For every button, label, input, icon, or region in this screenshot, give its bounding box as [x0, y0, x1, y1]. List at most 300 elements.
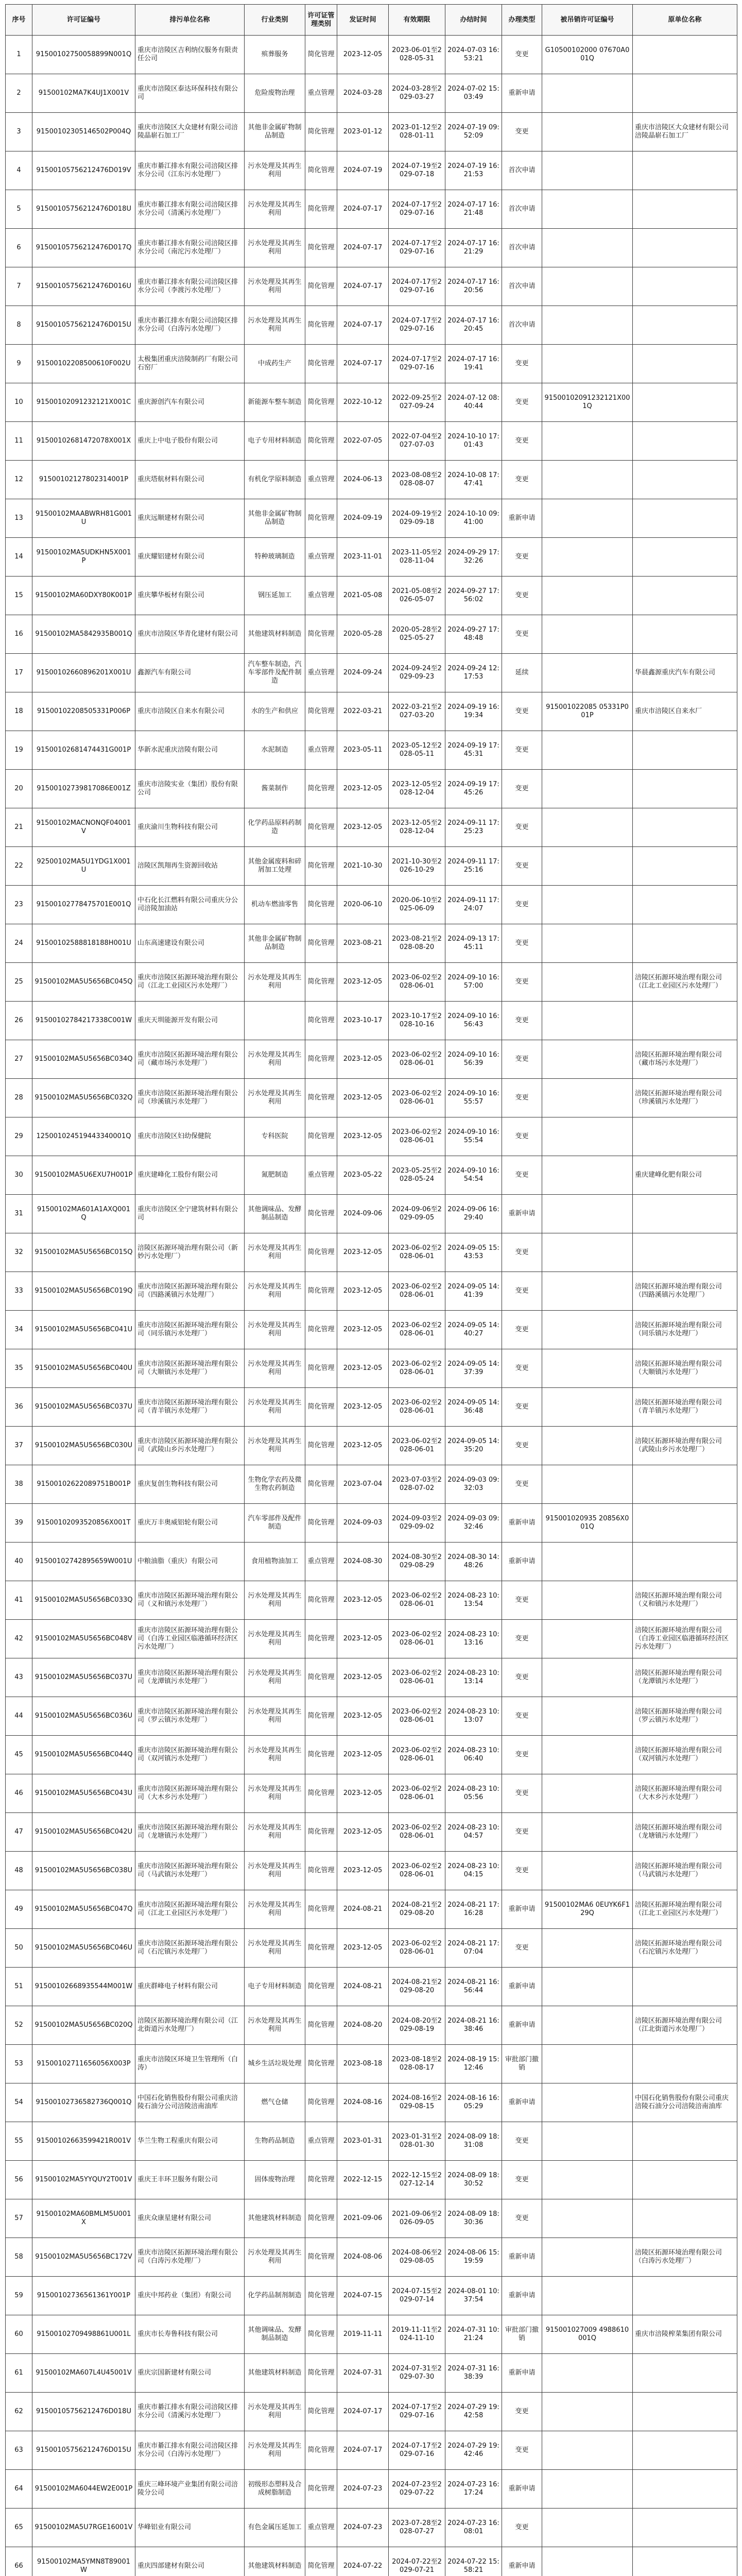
cell-management-category: 简化管理	[305, 267, 337, 306]
cell-completion-time: 2024-08-30 14:48:26	[445, 1543, 502, 1581]
cell-issue-date: 2024-07-17	[337, 2431, 389, 2470]
cell-management-category: 简化管理	[305, 113, 337, 151]
cell-validity: 2023-05-25至2028-05-24	[389, 1156, 445, 1195]
cell-validity: 2024-08-16至2029-08-15	[389, 2083, 445, 2122]
cell-completion-time: 2024-07-17 16:20:56	[445, 267, 502, 306]
cell-revoked-permit	[542, 1736, 633, 1774]
cell-permit-number: 91500102127802314001P	[32, 461, 135, 499]
cell-completion-time: 2024-07-23 16:17:24	[445, 2470, 502, 2509]
cell-permit-number: 91500102668935544M001W	[32, 1968, 135, 2006]
cell-index: 14	[6, 538, 32, 577]
cell-issue-date: 2023-11-01	[337, 538, 389, 577]
cell-management-category: 简化管理	[305, 151, 337, 190]
cell-permit-number: 91500105756212476D017Q	[32, 229, 135, 267]
cell-unit-name: 重庆市涪陵区拓源环境治理有限公司（马武镇污水处理厂）	[135, 1852, 245, 1890]
cell-former-name	[633, 2431, 737, 2470]
cell-management-category: 简化管理	[305, 1813, 337, 1852]
cell-unit-name: 重庆市綦江排水有限公司涪陵区排水分公司（清溪污水处理厂）	[135, 190, 245, 229]
cell-index: 10	[6, 383, 32, 422]
table-row	[6, 461, 737, 499]
cell-revoked-permit	[542, 1620, 633, 1658]
cell-industry: 污水处理及其再生利用	[245, 1658, 305, 1697]
cell-process-type: 变更	[502, 538, 542, 577]
cell-revoked-permit	[542, 345, 633, 383]
cell-completion-time: 2024-08-01 10:37:54	[445, 2277, 502, 2315]
cell-index: 47	[6, 1813, 32, 1852]
cell-index: 28	[6, 1079, 32, 1117]
cell-former-name	[633, 383, 737, 422]
cell-completion-time: 2024-08-23 10:04:57	[445, 1813, 502, 1852]
cell-unit-name: 重庆市涪陵区华青化建材有限公司	[135, 615, 245, 654]
cell-permit-number: 91500102MA5U5656BC019Q	[32, 1272, 135, 1311]
cell-management-category: 重点管理	[305, 538, 337, 577]
cell-permit-number: 91500102MA6044EW2E001P	[32, 2470, 135, 2509]
cell-issue-date: 2023-12-05	[337, 36, 389, 74]
cell-issue-date: 2021-10-30	[337, 847, 389, 886]
cell-management-category: 简化管理	[305, 1311, 337, 1349]
cell-permit-number: 91500102MA5U5656BC037U	[32, 1658, 135, 1697]
table-row	[6, 1736, 737, 1774]
cell-revoked-permit	[542, 577, 633, 615]
cell-issue-date: 2023-12-05	[337, 1697, 389, 1736]
table-row	[6, 2006, 737, 2045]
cell-former-name	[633, 267, 737, 306]
table-row	[6, 1813, 737, 1852]
cell-process-type: 重新申请	[502, 1543, 542, 1581]
cell-validity: 2021-10-30至2026-10-29	[389, 847, 445, 886]
cell-industry: 初级形态塑料及合成树脂制造	[245, 2470, 305, 2509]
cell-permit-number: 91500102784217338C001W	[32, 1002, 135, 1040]
cell-management-category: 简化管理	[305, 847, 337, 886]
cell-unit-name: 重庆市涪陵区拓源环境治理有限公司（罗云镇污水处理厂）	[135, 1697, 245, 1736]
cell-issue-date: 2023-12-05	[337, 1852, 389, 1890]
cell-process-type: 变更	[502, 1813, 542, 1852]
cell-management-category: 简化管理	[305, 306, 337, 345]
table-row	[6, 1311, 737, 1349]
table-row	[6, 1890, 737, 1929]
cell-permit-number: 91500102MA5U5656BC043U	[32, 1774, 135, 1813]
cell-revoked-permit	[542, 2161, 633, 2199]
cell-management-category: 简化管理	[305, 422, 337, 461]
cell-permit-number: 92500102MA5U1YDG1X001U	[32, 847, 135, 886]
cell-completion-time: 2024-08-23 10:06:40	[445, 1736, 502, 1774]
table-row	[6, 2431, 737, 2470]
cell-process-type: 变更	[502, 808, 542, 847]
table-row	[6, 2354, 737, 2393]
cell-process-type: 变更	[502, 36, 542, 74]
cell-process-type: 变更	[502, 1002, 542, 1040]
cell-unit-name: 重庆市綦江排水有限公司涪陵区排水分公司（李渡污水处理厂）	[135, 267, 245, 306]
cell-issue-date: 2024-07-23	[337, 2509, 389, 2547]
cell-issue-date: 2023-12-05	[337, 1813, 389, 1852]
cell-validity: 2023-10-17至2028-10-16	[389, 1002, 445, 1040]
cell-former-name: 涪陵区拓源环境治理有限公司（白涛工业园区临港循环经济区污水处理厂）	[633, 1620, 737, 1658]
cell-validity: 2024-09-24至2029-09-23	[389, 654, 445, 692]
cell-revoked-permit	[542, 1311, 633, 1349]
cell-revoked-permit	[542, 615, 633, 654]
cell-industry: 污水处理及其再生利用	[245, 151, 305, 190]
cell-index: 6	[6, 229, 32, 267]
cell-process-type: 重新申请	[502, 74, 542, 113]
table-row	[6, 1233, 737, 1272]
cell-unit-name: 重庆建峰化工股份有限公司	[135, 1156, 245, 1195]
cell-index: 9	[6, 345, 32, 383]
cell-validity: 2023-06-02至2028-06-01	[389, 1349, 445, 1388]
cell-validity: 2024-03-28至2029-03-27	[389, 74, 445, 113]
cell-industry: 污水处理及其再生利用	[245, 2006, 305, 2045]
cell-revoked-permit	[542, 1465, 633, 1504]
cell-former-name	[633, 2547, 737, 2576]
cell-former-name: 华晨鑫源重庆汽车有限公司	[633, 654, 737, 692]
cell-former-name	[633, 345, 737, 383]
cell-industry: 污水处理及其再生利用	[245, 1620, 305, 1658]
cell-process-type: 变更	[502, 1079, 542, 1117]
table-row	[6, 190, 737, 229]
cell-management-category: 简化管理	[305, 1736, 337, 1774]
cell-completion-time: 2024-09-24 12:17:53	[445, 654, 502, 692]
cell-industry: 污水处理及其再生利用	[245, 1233, 305, 1272]
header-cell-process-type: 办理类型	[502, 5, 542, 36]
cell-management-category: 简化管理	[305, 2161, 337, 2199]
cell-permit-number: 91500102622089751B001P	[32, 1465, 135, 1504]
cell-industry: 污水处理及其再生利用	[245, 1040, 305, 1079]
cell-completion-time: 2024-09-05 14:41:39	[445, 1272, 502, 1311]
cell-validity: 2020-05-28至2025-05-27	[389, 615, 445, 654]
cell-completion-time: 2024-09-10 16:55:57	[445, 1079, 502, 1117]
cell-unit-name: 重庆市涪陵区吉利纳仪服务有限责任公司	[135, 36, 245, 74]
table-row	[6, 1388, 737, 1427]
cell-process-type: 审批部门撤销	[502, 2045, 542, 2083]
cell-issue-date: 2024-09-24	[337, 654, 389, 692]
cell-issue-date: 2023-12-05	[337, 808, 389, 847]
permit-table	[5, 4, 737, 2576]
cell-unit-name: 重庆众康星建材有限公司	[135, 2199, 245, 2238]
cell-management-category: 简化管理	[305, 1890, 337, 1929]
table-row	[6, 1968, 737, 2006]
cell-management-category: 简化管理	[305, 1427, 337, 1465]
cell-revoked-permit	[542, 113, 633, 151]
table-row	[6, 1852, 737, 1890]
cell-index: 16	[6, 615, 32, 654]
cell-issue-date: 2023-12-05	[337, 1079, 389, 1117]
cell-permit-number: 91500102736561361Y001P	[32, 2277, 135, 2315]
cell-index: 29	[6, 1117, 32, 1156]
cell-unit-name: 重庆市涪陵区拓源环境治理有限公司（双河镇污水处理厂）	[135, 1736, 245, 1774]
cell-former-name	[633, 190, 737, 229]
cell-management-category: 简化管理	[305, 2083, 337, 2122]
cell-index: 48	[6, 1852, 32, 1890]
table-row	[6, 847, 737, 886]
cell-validity: 2023-11-05至2028-11-04	[389, 538, 445, 577]
cell-permit-number: 91500105756212476D019V	[32, 151, 135, 190]
cell-permit-number: 91500102MA5U5656BC044Q	[32, 1736, 135, 1774]
cell-industry: 污水处理及其再生利用	[245, 229, 305, 267]
cell-unit-name: 重庆市涪陵区拓源环境治理有限公司（白涛污水处理厂）	[135, 2238, 245, 2277]
cell-unit-name: 山东高速建设有限公司	[135, 924, 245, 963]
cell-process-type: 重新申请	[502, 2277, 542, 2315]
table-row	[6, 1195, 737, 1233]
cell-former-name	[633, 1117, 737, 1156]
cell-issue-date: 2024-06-13	[337, 461, 389, 499]
cell-management-category: 重点管理	[305, 654, 337, 692]
cell-former-name	[633, 2199, 737, 2238]
cell-completion-time: 2024-08-23 10:04:15	[445, 1852, 502, 1890]
cell-completion-time: 2024-08-23 10:05:56	[445, 1774, 502, 1813]
cell-index: 42	[6, 1620, 32, 1658]
cell-permit-number: 91500102MA5U5656BC015Q	[32, 1233, 135, 1272]
cell-index: 57	[6, 2199, 32, 2238]
cell-index: 41	[6, 1581, 32, 1620]
cell-industry: 电子专用材料制造	[245, 422, 305, 461]
cell-former-name	[633, 499, 737, 538]
cell-permit-number: 91500102MA5YYQUY2T001V	[32, 2161, 135, 2199]
cell-issue-date: 2023-12-05	[337, 1736, 389, 1774]
cell-industry: 生物药品制造	[245, 2122, 305, 2161]
cell-issue-date: 2024-07-31	[337, 2354, 389, 2393]
cell-industry: 其他非金属矿物制品制造	[245, 499, 305, 538]
cell-index: 3	[6, 113, 32, 151]
cell-permit-number: 91500102MA5U5656BC047Q	[32, 1890, 135, 1929]
cell-validity: 2023-08-18至2028-08-17	[389, 2045, 445, 2083]
cell-issue-date: 2024-03-28	[337, 74, 389, 113]
table-row	[6, 2509, 737, 2547]
cell-revoked-permit	[542, 499, 633, 538]
cell-validity: 2023-06-02至2028-06-01	[389, 963, 445, 1002]
cell-validity: 2023-06-02至2028-06-01	[389, 1852, 445, 1890]
cell-unit-name: 重庆四部建材有限公司	[135, 2547, 245, 2576]
header-row	[6, 5, 737, 36]
cell-process-type: 变更	[502, 2509, 542, 2547]
cell-permit-number: 91500102MA5U7RGE16001V	[32, 2509, 135, 2547]
cell-former-name	[633, 1465, 737, 1504]
cell-industry: 其他建筑材料制造	[245, 2354, 305, 2393]
cell-unit-name: 重庆中邦药业（集团）有限公司	[135, 2277, 245, 2315]
cell-unit-name: 重庆市涪陵区环境卫生管理所（白涛）	[135, 2045, 245, 2083]
cell-completion-time: 2024-08-09 18:31:08	[445, 2122, 502, 2161]
cell-issue-date: 2024-09-19	[337, 499, 389, 538]
cell-permit-number: 91500102208500610F002U	[32, 345, 135, 383]
cell-industry: 污水处理及其再生利用	[245, 1581, 305, 1620]
cell-revoked-permit	[542, 1813, 633, 1852]
cell-management-category: 重点管理	[305, 731, 337, 770]
cell-validity: 2023-06-02至2028-06-01	[389, 1736, 445, 1774]
header-cell-revoked-permit: 被吊销许可证编号	[542, 5, 633, 36]
cell-revoked-permit: 91500102091232121X001Q	[542, 383, 633, 422]
table-row	[6, 383, 737, 422]
cell-completion-time: 2024-07-31 16:38:39	[445, 2354, 502, 2393]
cell-validity: 2024-08-20至2029-08-19	[389, 2006, 445, 2045]
cell-process-type: 审批部门撤销	[502, 2315, 542, 2354]
cell-management-category: 简化管理	[305, 1697, 337, 1736]
cell-revoked-permit	[542, 2509, 633, 2547]
cell-former-name	[633, 2045, 737, 2083]
cell-index: 20	[6, 770, 32, 808]
cell-index: 35	[6, 1349, 32, 1388]
cell-revoked-permit	[542, 2083, 633, 2122]
cell-index: 39	[6, 1504, 32, 1543]
cell-revoked-permit	[542, 2547, 633, 2576]
cell-management-category: 简化管理	[305, 1504, 337, 1543]
cell-revoked-permit	[542, 654, 633, 692]
cell-revoked-permit	[542, 1195, 633, 1233]
cell-former-name: 涪陵区拓源环境治理有限公司（四路溪镇污水处理厂）	[633, 1272, 737, 1311]
cell-unit-name: 重庆市涪陵区拓源环境治理有限公司（四路溪镇污水处理厂）	[135, 1272, 245, 1311]
cell-index: 64	[6, 2470, 32, 2509]
cell-index: 59	[6, 2277, 32, 2315]
cell-index: 50	[6, 1929, 32, 1968]
cell-process-type: 重新申请	[502, 2083, 542, 2122]
table-row	[6, 74, 737, 113]
cell-process-type: 变更	[502, 847, 542, 886]
cell-former-name	[633, 74, 737, 113]
cell-completion-time: 2024-09-10 16:56:43	[445, 1002, 502, 1040]
cell-unit-name: 涪陵区凯翔再生资源回收站	[135, 847, 245, 886]
cell-process-type: 变更	[502, 1272, 542, 1311]
cell-permit-number: 91500102681474431G001P	[32, 731, 135, 770]
cell-completion-time: 2024-07-29 19:42:46	[445, 2431, 502, 2470]
cell-issue-date: 2023-12-05	[337, 1233, 389, 1272]
cell-completion-time: 2024-09-11 17:24:07	[445, 886, 502, 924]
cell-management-category: 简化管理	[305, 2277, 337, 2315]
cell-index: 38	[6, 1465, 32, 1504]
cell-industry: 氮肥制造	[245, 1156, 305, 1195]
table-row	[6, 654, 737, 692]
cell-management-category: 简化管理	[305, 1002, 337, 1040]
cell-issue-date: 2024-08-21	[337, 1968, 389, 2006]
cell-management-category: 简化管理	[305, 2199, 337, 2238]
cell-former-name	[633, 1002, 737, 1040]
cell-industry: 其他金属废料和碎屑加工处理	[245, 847, 305, 886]
cell-permit-number: 91500102MA607L4U45001V	[32, 2354, 135, 2393]
table-row	[6, 886, 737, 924]
cell-unit-name: 重庆耀铝建材有限公司	[135, 538, 245, 577]
cell-validity: 2023-06-02至2028-06-01	[389, 1272, 445, 1311]
cell-index: 36	[6, 1388, 32, 1427]
cell-industry: 中成药生产	[245, 345, 305, 383]
cell-issue-date: 2023-12-05	[337, 1349, 389, 1388]
table-row	[6, 2122, 737, 2161]
cell-unit-name: 重庆市涪陵区拓源环境治理有限公司（大顺镇污水处理厂）	[135, 1349, 245, 1388]
cell-index: 31	[6, 1195, 32, 1233]
cell-permit-number: 91500102208505331P006P	[32, 692, 135, 731]
cell-index: 5	[6, 190, 32, 229]
cell-index: 1	[6, 36, 32, 74]
cell-management-category: 简化管理	[305, 2045, 337, 2083]
cell-completion-time: 2024-09-11 17:25:23	[445, 808, 502, 847]
cell-process-type: 重新申请	[502, 2354, 542, 2393]
cell-permit-number: 91500102750058899N001Q	[32, 36, 135, 74]
cell-unit-name: 重庆市长寿鲁科技有限公司	[135, 2315, 245, 2354]
cell-permit-number: 91500102MA5U5656BC020Q	[32, 2006, 135, 2045]
cell-completion-time: 2024-07-19 09:52:09	[445, 113, 502, 151]
cell-former-name: 重庆市涪陵榨菜集团有限公司	[633, 2315, 737, 2354]
cell-process-type: 变更	[502, 2393, 542, 2431]
cell-permit-number: 91500105756212476D018U	[32, 2393, 135, 2431]
cell-completion-time: 2024-09-10 16:57:00	[445, 963, 502, 1002]
cell-permit-number: 91500102MA5U5656BC048V	[32, 1620, 135, 1658]
cell-revoked-permit: 91500102MA6 0EUYK6F129Q	[542, 1890, 633, 1929]
cell-process-type: 重新申请	[502, 1504, 542, 1543]
table-row	[6, 1117, 737, 1156]
cell-issue-date: 2023-01-31	[337, 2122, 389, 2161]
cell-revoked-permit	[542, 422, 633, 461]
cell-revoked-permit	[542, 538, 633, 577]
cell-validity: 2024-08-21至2029-08-20	[389, 1890, 445, 1929]
cell-industry: 污水处理及其再生利用	[245, 1774, 305, 1813]
cell-revoked-permit: G10500102000 07670A001Q	[542, 36, 633, 74]
cell-completion-time: 2024-10-10 17:01:43	[445, 422, 502, 461]
cell-revoked-permit	[542, 229, 633, 267]
cell-unit-name: 重庆市涪陵区拓源环境治理有限公司（青羊镇污水处理厂）	[135, 1388, 245, 1427]
cell-index: 49	[6, 1890, 32, 1929]
header-cell-issue-date: 发证时间	[337, 5, 389, 36]
cell-process-type: 变更	[502, 2161, 542, 2199]
table-row	[6, 2238, 737, 2277]
cell-index: 33	[6, 1272, 32, 1311]
cell-validity: 2024-08-21至2029-08-20	[389, 1968, 445, 2006]
cell-former-name	[633, 2122, 737, 2161]
cell-process-type: 重新申请	[502, 2006, 542, 2045]
cell-industry: 钢压延加工	[245, 577, 305, 615]
cell-validity: 2023-12-05至2028-12-04	[389, 770, 445, 808]
cell-former-name	[633, 577, 737, 615]
cell-process-type: 变更	[502, 345, 542, 383]
cell-permit-number: 91500102MA5U5656BC034Q	[32, 1040, 135, 1079]
cell-issue-date: 2020-06-10	[337, 886, 389, 924]
cell-industry: 水的生产和供应	[245, 692, 305, 731]
cell-unit-name: 重庆市涪陵区拓源环境治理有限公司（珍溪镇污水处理厂）	[135, 1079, 245, 1117]
table-row	[6, 1929, 737, 1968]
cell-permit-number: 91500102MA7K4UJ1X001V	[32, 74, 135, 113]
cell-index: 60	[6, 2315, 32, 2354]
cell-management-category: 简化管理	[305, 2547, 337, 2576]
cell-industry: 其他非金属矿物制品制造	[245, 924, 305, 963]
cell-permit-number: 91500102305146502P004Q	[32, 113, 135, 151]
cell-completion-time: 2024-09-05 15:43:53	[445, 1233, 502, 1272]
cell-index: 7	[6, 267, 32, 306]
cell-unit-name: 中粮油脂（重庆）有限公司	[135, 1543, 245, 1581]
cell-completion-time: 2024-07-17 16:21:29	[445, 229, 502, 267]
cell-industry: 化学药品原料药制造	[245, 808, 305, 847]
table-row	[6, 577, 737, 615]
cell-revoked-permit	[542, 2199, 633, 2238]
cell-management-category: 重点管理	[305, 1543, 337, 1581]
table-row	[6, 422, 737, 461]
cell-permit-number: 91500102MA5UDKHN5X001P	[32, 538, 135, 577]
cell-management-category: 简化管理	[305, 2431, 337, 2470]
cell-industry: 城乡生活垃圾处理	[245, 2045, 305, 2083]
cell-process-type: 变更	[502, 1117, 542, 1156]
cell-unit-name: 重庆攀华板材有限公司	[135, 577, 245, 615]
cell-former-name	[633, 1233, 737, 1272]
cell-revoked-permit	[542, 1774, 633, 1813]
table-row	[6, 2161, 737, 2199]
cell-revoked-permit: 915001027009 4988610001Q	[542, 2315, 633, 2354]
cell-validity: 2023-01-12至2028-01-11	[389, 113, 445, 151]
cell-management-category: 简化管理	[305, 499, 337, 538]
cell-completion-time: 2024-07-29 19:42:58	[445, 2393, 502, 2431]
cell-process-type: 变更	[502, 2199, 542, 2238]
cell-issue-date: 2024-09-06	[337, 1195, 389, 1233]
cell-validity: 2024-07-19至2029-07-18	[389, 151, 445, 190]
cell-process-type: 变更	[502, 113, 542, 151]
cell-industry: 固体废物治理	[245, 2161, 305, 2199]
cell-issue-date: 2023-12-05	[337, 963, 389, 1002]
cell-validity: 2024-07-17至2029-07-16	[389, 229, 445, 267]
cell-former-name	[633, 2470, 737, 2509]
cell-revoked-permit	[542, 151, 633, 190]
table-row	[6, 499, 737, 538]
